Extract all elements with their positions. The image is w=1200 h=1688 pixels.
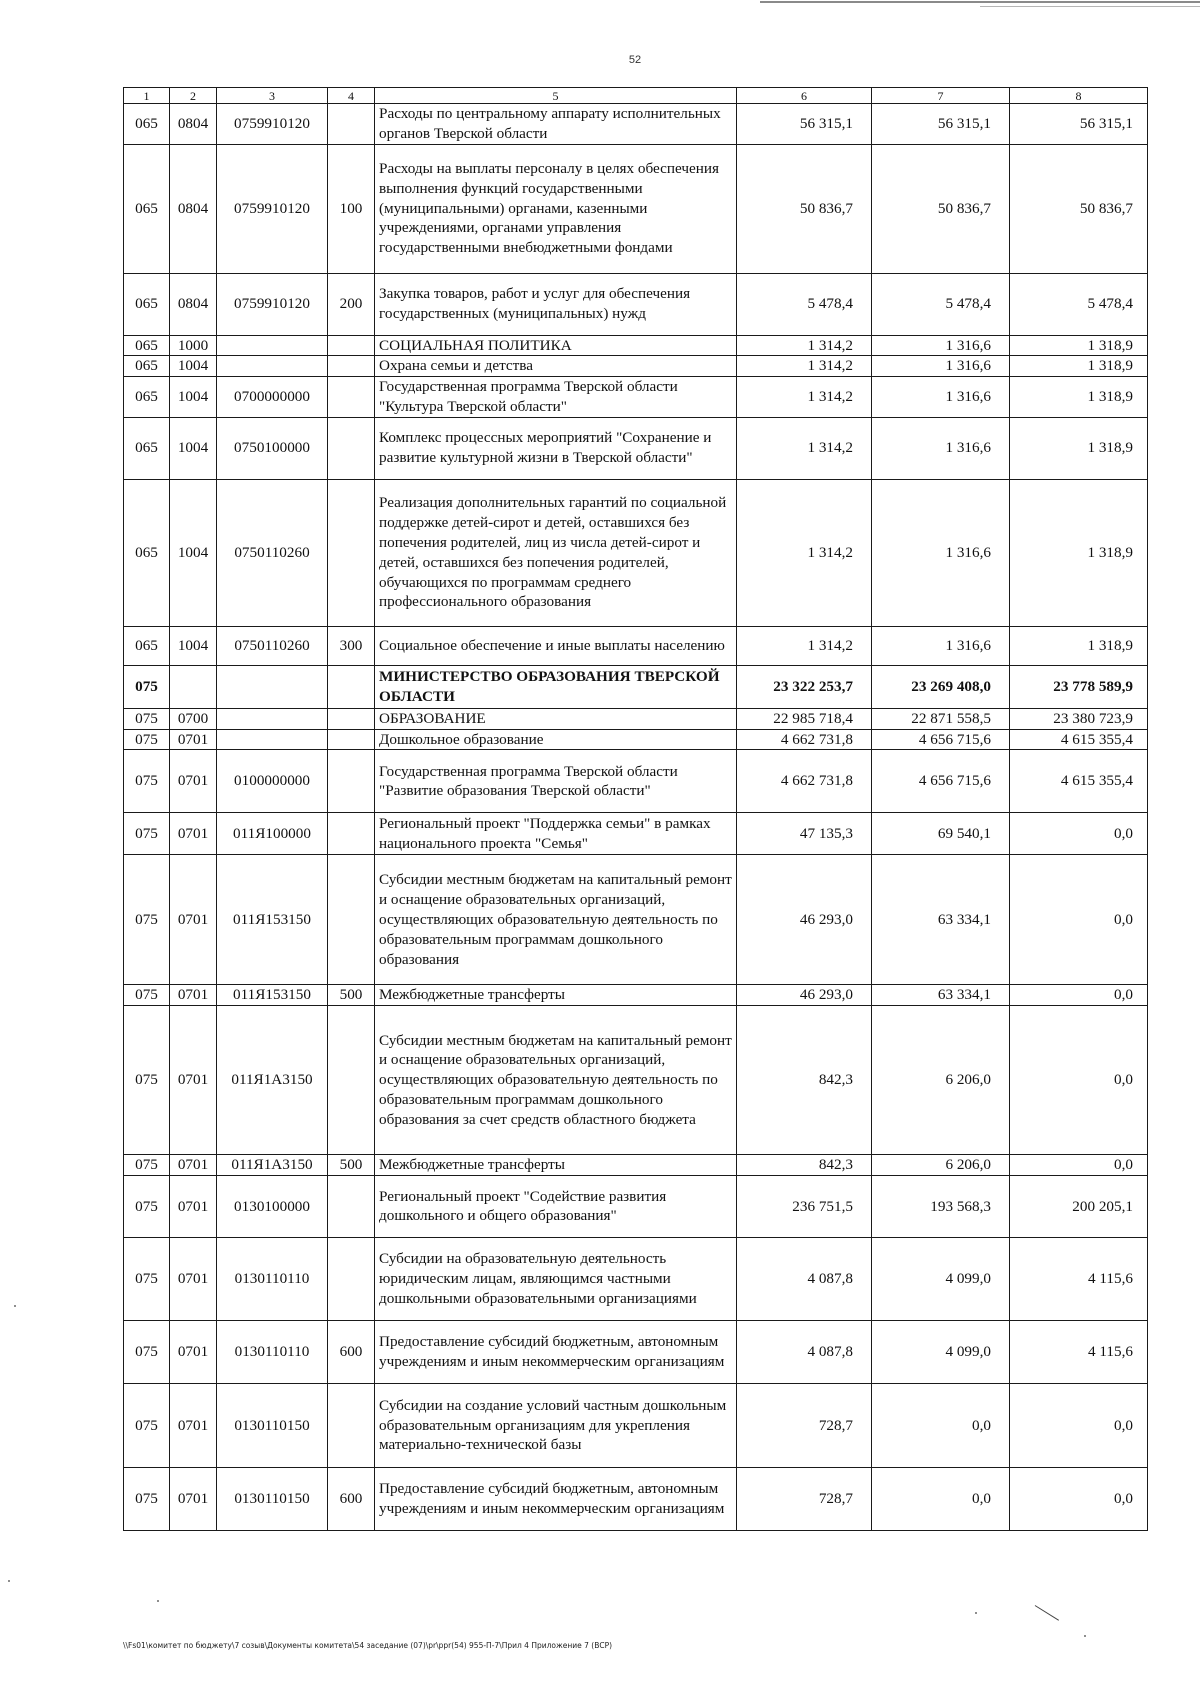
table-row (124, 417, 1148, 479)
cell-amount-col8: 5 478,4 (1010, 273, 1148, 335)
cell-amount-col6: 1 314,2 (737, 626, 872, 665)
cell-target-code: 0130110110 (217, 1237, 328, 1320)
cell-expense-type (328, 750, 375, 813)
cell-amount-col6: 728,7 (737, 1383, 872, 1467)
cell-amount-col8: 1 318,9 (1010, 479, 1148, 626)
cell-name: Предоставление субсидий бюджетным, автономным учреждениям и иным некоммерческим организациям (375, 1320, 737, 1383)
cell-amount-col8: 0,0 (1010, 1006, 1148, 1155)
cell-admin-code: 075 (124, 665, 170, 708)
cell-amount-col8: 0,0 (1010, 855, 1148, 985)
cell-expense-type: 600 (328, 1320, 375, 1383)
cell-admin-code: 065 (124, 417, 170, 479)
footer-file-path: \\Fs01\комитет по бюджету\7 созыв\Документы комитета\54 заседание (07)\pr\ppr(54) 955-П-7\Прил 4 Приложение 7 (ВСР) (123, 1641, 613, 1650)
cell-amount-col6: 47 135,3 (737, 813, 872, 855)
cell-admin-code: 075 (124, 750, 170, 813)
cell-amount-col7: 1 316,6 (872, 626, 1010, 665)
cell-name: Межбюджетные трансферты (375, 1155, 737, 1176)
cell-expense-type (328, 479, 375, 626)
cell-name: Закупка товаров, работ и услуг для обеспечения государственных (муниципальных) нужд (375, 273, 737, 335)
cell-section-code: 0701 (170, 985, 217, 1006)
cell-target-code (217, 356, 328, 377)
cell-admin-code: 075 (124, 1383, 170, 1467)
cell-section-code: 0701 (170, 1383, 217, 1467)
cell-target-code (217, 665, 328, 708)
cell-expense-type (328, 1383, 375, 1467)
column-header: 3 (217, 88, 328, 104)
cell-amount-col7: 4 656 715,6 (872, 729, 1010, 750)
cell-amount-col6: 1 314,2 (737, 356, 872, 377)
scan-speck (975, 1612, 977, 1614)
cell-expense-type (328, 855, 375, 985)
cell-amount-col7: 0,0 (872, 1383, 1010, 1467)
table-row (124, 1006, 1148, 1155)
cell-amount-col7: 193 568,3 (872, 1175, 1010, 1237)
table-row (124, 1175, 1148, 1237)
cell-expense-type: 600 (328, 1467, 375, 1530)
page-number: 52 (628, 54, 642, 66)
cell-target-code: 0700000000 (217, 377, 328, 418)
cell-admin-code: 075 (124, 1467, 170, 1530)
cell-expense-type: 300 (328, 626, 375, 665)
budget-table (123, 87, 1148, 1531)
cell-name: Расходы по центральному аппарату исполнительных органов Тверской области (375, 104, 737, 145)
cell-name: Межбюджетные трансферты (375, 985, 737, 1006)
cell-admin-code: 065 (124, 479, 170, 626)
cell-target-code (217, 729, 328, 750)
column-header: 6 (737, 88, 872, 104)
cell-amount-col7: 5 478,4 (872, 273, 1010, 335)
cell-admin-code: 075 (124, 1320, 170, 1383)
cell-amount-col6: 22 985 718,4 (737, 708, 872, 729)
cell-amount-col7: 1 316,6 (872, 417, 1010, 479)
cell-target-code: 011Я153150 (217, 855, 328, 985)
cell-target-code: 0750100000 (217, 417, 328, 479)
cell-admin-code: 065 (124, 335, 170, 356)
cell-name: МИНИСТЕРСТВО ОБРАЗОВАНИЯ ТВЕРСКОЙ ОБЛАСТИ (375, 665, 737, 708)
cell-expense-type (328, 729, 375, 750)
cell-target-code: 011Я153150 (217, 985, 328, 1006)
cell-admin-code: 065 (124, 273, 170, 335)
cell-admin-code: 075 (124, 855, 170, 985)
column-header: 8 (1010, 88, 1148, 104)
cell-name: ОБРАЗОВАНИЕ (375, 708, 737, 729)
cell-admin-code: 075 (124, 708, 170, 729)
cell-amount-col6: 56 315,1 (737, 104, 872, 145)
cell-amount-col8: 23 778 589,9 (1010, 665, 1148, 708)
cell-target-code: 0750110260 (217, 479, 328, 626)
cell-section-code: 0804 (170, 104, 217, 145)
cell-amount-col7: 6 206,0 (872, 1006, 1010, 1155)
cell-name: Государственная программа Тверской области "Развитие образования Тверской области" (375, 750, 737, 813)
cell-name: СОЦИАЛЬНАЯ ПОЛИТИКА (375, 335, 737, 356)
cell-amount-col6: 842,3 (737, 1006, 872, 1155)
cell-target-code: 0100000000 (217, 750, 328, 813)
cell-amount-col8: 4 115,6 (1010, 1320, 1148, 1383)
cell-name: Субсидии местным бюджетам на капитальный ремонт и оснащение образовательных организаций, осуществляющих образовательную деятельность по образовательным программам дошкольного образования за счет средств областного бюджета (375, 1006, 737, 1155)
cell-section-code: 0804 (170, 144, 217, 273)
cell-amount-col8: 1 318,9 (1010, 356, 1148, 377)
cell-section-code: 1004 (170, 626, 217, 665)
scan-edge-line (980, 6, 1200, 7)
table-row (124, 104, 1148, 145)
table-row (124, 1467, 1148, 1530)
table-row (124, 626, 1148, 665)
cell-section-code: 0701 (170, 813, 217, 855)
cell-amount-col7: 6 206,0 (872, 1155, 1010, 1176)
cell-admin-code: 075 (124, 1155, 170, 1176)
cell-section-code: 1004 (170, 479, 217, 626)
cell-amount-col7: 69 540,1 (872, 813, 1010, 855)
cell-expense-type (328, 708, 375, 729)
cell-name: Субсидии на образовательную деятельность юридическим лицам, являющимся частными дошкольными образовательными организациями (375, 1237, 737, 1320)
cell-admin-code: 075 (124, 1237, 170, 1320)
cell-target-code: 011Я1А3150 (217, 1006, 328, 1155)
cell-amount-col7: 1 316,6 (872, 377, 1010, 418)
table-row (124, 729, 1148, 750)
cell-name: Региональный проект "Содействие развития дошкольного и общего образования" (375, 1175, 737, 1237)
cell-section-code (170, 665, 217, 708)
cell-name: Субсидии на создание условий частным дошкольным образовательным организациям для укрепления материально-технической базы (375, 1383, 737, 1467)
cell-name: Дошкольное образование (375, 729, 737, 750)
column-header: 7 (872, 88, 1010, 104)
cell-section-code: 0701 (170, 750, 217, 813)
cell-amount-col6: 23 322 253,7 (737, 665, 872, 708)
cell-amount-col7: 4 099,0 (872, 1320, 1010, 1383)
cell-amount-col7: 1 316,6 (872, 335, 1010, 356)
cell-amount-col6: 1 314,2 (737, 417, 872, 479)
cell-section-code: 0701 (170, 1155, 217, 1176)
table-row (124, 1383, 1148, 1467)
cell-name: Социальное обеспечение и иные выплаты населению (375, 626, 737, 665)
cell-section-code: 0701 (170, 855, 217, 985)
cell-amount-col6: 4 087,8 (737, 1237, 872, 1320)
cell-amount-col7: 1 316,6 (872, 479, 1010, 626)
cell-amount-col6: 236 751,5 (737, 1175, 872, 1237)
cell-target-code: 0130110150 (217, 1383, 328, 1467)
cell-amount-col7: 4 099,0 (872, 1237, 1010, 1320)
cell-expense-type (328, 356, 375, 377)
cell-name: Расходы на выплаты персоналу в целях обеспечения выполнения функций государственными (муниципальными) органами, казенными учреждениями, органами управления государственными внебюджетными фондами (375, 144, 737, 273)
cell-amount-col8: 0,0 (1010, 985, 1148, 1006)
scan-speck (14, 1305, 16, 1307)
column-header: 4 (328, 88, 375, 104)
column-header: 1 (124, 88, 170, 104)
cell-target-code: 0759910120 (217, 104, 328, 145)
cell-section-code: 0701 (170, 1320, 217, 1383)
cell-target-code: 0759910120 (217, 273, 328, 335)
table-row (124, 479, 1148, 626)
cell-amount-col8: 200 205,1 (1010, 1175, 1148, 1237)
cell-name: Комплекс процессных мероприятий "Сохранение и развитие культурной жизни в Тверской области" (375, 417, 737, 479)
cell-amount-col7: 0,0 (872, 1467, 1010, 1530)
cell-name: Государственная программа Тверской области "Культура Тверской области" (375, 377, 737, 418)
scan-speck (1084, 1635, 1086, 1637)
column-header: 5 (375, 88, 737, 104)
table-row (124, 144, 1148, 273)
table-row (124, 665, 1148, 708)
cell-expense-type (328, 665, 375, 708)
cell-amount-col8: 0,0 (1010, 813, 1148, 855)
cell-admin-code: 075 (124, 1175, 170, 1237)
cell-amount-col8: 0,0 (1010, 1467, 1148, 1530)
cell-expense-type (328, 104, 375, 145)
cell-amount-col8: 56 315,1 (1010, 104, 1148, 145)
cell-section-code: 0701 (170, 1467, 217, 1530)
budget-table-container (123, 87, 1147, 1531)
cell-section-code: 1004 (170, 377, 217, 418)
cell-target-code: 0130110110 (217, 1320, 328, 1383)
cell-target-code: 0750110260 (217, 626, 328, 665)
cell-target-code (217, 708, 328, 729)
cell-expense-type (328, 1175, 375, 1237)
table-row (124, 708, 1148, 729)
cell-admin-code: 075 (124, 985, 170, 1006)
table-row (124, 335, 1148, 356)
table-row (124, 750, 1148, 813)
cell-amount-col6: 1 314,2 (737, 479, 872, 626)
cell-amount-col8: 4 115,6 (1010, 1237, 1148, 1320)
cell-amount-col6: 5 478,4 (737, 273, 872, 335)
cell-section-code: 0701 (170, 729, 217, 750)
cell-admin-code: 065 (124, 144, 170, 273)
cell-admin-code: 065 (124, 626, 170, 665)
cell-section-code: 1004 (170, 417, 217, 479)
cell-target-code: 0130100000 (217, 1175, 328, 1237)
cell-amount-col6: 50 836,7 (737, 144, 872, 273)
cell-amount-col7: 4 656 715,6 (872, 750, 1010, 813)
cell-expense-type (328, 377, 375, 418)
cell-amount-col8: 1 318,9 (1010, 377, 1148, 418)
cell-amount-col8: 0,0 (1010, 1155, 1148, 1176)
cell-name: Охрана семьи и детства (375, 356, 737, 377)
cell-amount-col6: 1 314,2 (737, 377, 872, 418)
cell-amount-col8: 4 615 355,4 (1010, 750, 1148, 813)
cell-admin-code: 065 (124, 104, 170, 145)
cell-amount-col8: 23 380 723,9 (1010, 708, 1148, 729)
scan-speck (8, 1580, 10, 1582)
cell-amount-col6: 46 293,0 (737, 855, 872, 985)
cell-name: Реализация дополнительных гарантий по социальной поддержке детей-сирот и детей, оставшихся без попечения родителей, лиц из числа детей-сирот и детей, оставшихся без попечения родителей, обучающихся по программам среднего профессионального образования (375, 479, 737, 626)
scan-mark (1035, 1605, 1059, 1621)
cell-amount-col7: 1 316,6 (872, 356, 1010, 377)
cell-amount-col6: 4 087,8 (737, 1320, 872, 1383)
cell-amount-col8: 50 836,7 (1010, 144, 1148, 273)
cell-amount-col7: 23 269 408,0 (872, 665, 1010, 708)
cell-target-code (217, 335, 328, 356)
table-row (124, 1155, 1148, 1176)
table-row (124, 1237, 1148, 1320)
table-row (124, 855, 1148, 985)
cell-amount-col8: 4 615 355,4 (1010, 729, 1148, 750)
cell-amount-col6: 46 293,0 (737, 985, 872, 1006)
cell-amount-col7: 56 315,1 (872, 104, 1010, 145)
cell-amount-col7: 22 871 558,5 (872, 708, 1010, 729)
cell-amount-col7: 50 836,7 (872, 144, 1010, 273)
cell-expense-type (328, 335, 375, 356)
cell-expense-type (328, 1237, 375, 1320)
scan-speck (157, 1600, 159, 1602)
table-row (124, 1320, 1148, 1383)
cell-section-code: 0701 (170, 1237, 217, 1320)
cell-name: Региональный проект "Поддержка семьи" в рамках национального проекта "Семья" (375, 813, 737, 855)
cell-admin-code: 075 (124, 1006, 170, 1155)
cell-section-code: 0701 (170, 1175, 217, 1237)
table-row (124, 985, 1148, 1006)
cell-name: Предоставление субсидий бюджетным, автономным учреждениям и иным некоммерческим организациям (375, 1467, 737, 1530)
cell-amount-col6: 4 662 731,8 (737, 729, 872, 750)
cell-section-code: 0700 (170, 708, 217, 729)
cell-section-code: 0701 (170, 1006, 217, 1155)
table-row (124, 273, 1148, 335)
cell-admin-code: 075 (124, 729, 170, 750)
cell-target-code: 0759910120 (217, 144, 328, 273)
table-body (124, 104, 1148, 1531)
cell-expense-type (328, 417, 375, 479)
cell-amount-col7: 63 334,1 (872, 985, 1010, 1006)
cell-expense-type: 500 (328, 1155, 375, 1176)
cell-amount-col7: 63 334,1 (872, 855, 1010, 985)
cell-admin-code: 065 (124, 356, 170, 377)
cell-admin-code: 075 (124, 813, 170, 855)
cell-amount-col6: 728,7 (737, 1467, 872, 1530)
cell-section-code: 1000 (170, 335, 217, 356)
table-row (124, 813, 1148, 855)
cell-amount-col8: 0,0 (1010, 1383, 1148, 1467)
cell-expense-type: 100 (328, 144, 375, 273)
cell-admin-code: 065 (124, 377, 170, 418)
table-row (124, 377, 1148, 418)
cell-expense-type (328, 813, 375, 855)
column-header: 2 (170, 88, 217, 104)
cell-amount-col6: 4 662 731,8 (737, 750, 872, 813)
cell-name: Субсидии местным бюджетам на капитальный ремонт и оснащение образовательных организаций, осуществляющих образовательную деятельность по образовательным программам дошкольного образования (375, 855, 737, 985)
cell-target-code: 0130110150 (217, 1467, 328, 1530)
cell-target-code: 011Я100000 (217, 813, 328, 855)
cell-amount-col6: 1 314,2 (737, 335, 872, 356)
cell-expense-type (328, 1006, 375, 1155)
cell-amount-col8: 1 318,9 (1010, 626, 1148, 665)
cell-target-code: 011Я1А3150 (217, 1155, 328, 1176)
cell-amount-col6: 842,3 (737, 1155, 872, 1176)
cell-expense-type: 200 (328, 273, 375, 335)
cell-section-code: 1004 (170, 356, 217, 377)
table-row (124, 356, 1148, 377)
cell-expense-type: 500 (328, 985, 375, 1006)
scan-edge-line (760, 1, 1200, 3)
cell-amount-col8: 1 318,9 (1010, 417, 1148, 479)
cell-section-code: 0804 (170, 273, 217, 335)
column-number-row (124, 88, 1148, 104)
cell-amount-col8: 1 318,9 (1010, 335, 1148, 356)
